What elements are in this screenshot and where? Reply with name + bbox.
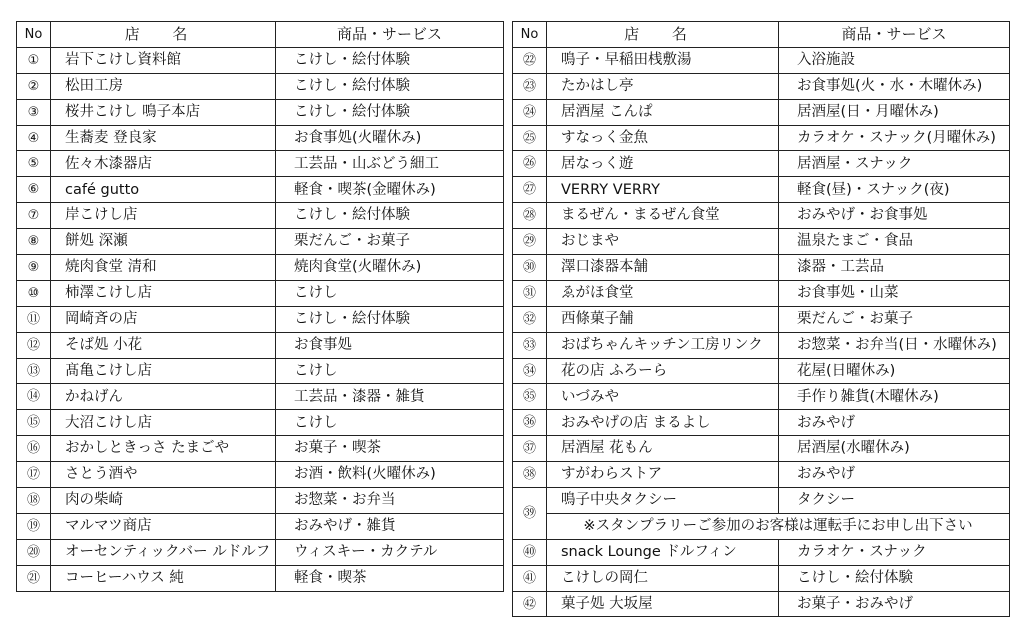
table-note-row [513,513,1010,539]
table-row [17,203,504,229]
shop-name: 岡崎斉の店 [51,306,276,332]
service: カラオケ・スナック [779,539,1010,565]
service: 焼肉食堂(火曜休み) [276,255,504,281]
service: ウィスキー・カクテル [276,539,504,565]
table-row [17,125,504,151]
service: こけし・絵付体験 [276,99,504,125]
service: こけし・絵付体験 [779,565,1010,591]
table-row [513,384,1010,410]
row-number: ㉗ [513,177,547,203]
row-number: ① [17,47,51,73]
row-number: ㉝ [513,332,547,358]
shop-name: 松田工房 [51,73,276,99]
shop-name: たかはし亭 [547,73,779,99]
row-number: ⑤ [17,151,51,177]
table-row [17,462,504,488]
shop-name: 佐々木漆器店 [51,151,276,177]
shop-name: snack Lounge ドルフィン [547,539,779,565]
service: お惣菜・お弁当(日・水曜休み) [779,332,1010,358]
row-number: ㉞ [513,358,547,384]
shop-name: VERRY VERRY [547,177,779,203]
service: 手作り雑貨(木曜休み) [779,384,1010,410]
service: 栗だんご・お菓子 [276,229,504,255]
table-row [17,513,504,539]
shop-name: 鳴子・早稲田桟敷湯 [547,47,779,73]
row-number: ㉖ [513,151,547,177]
table-row [17,306,504,332]
shop-name: 西條菓子舗 [547,306,779,332]
shop-name: すなっく金魚 [547,125,779,151]
service: カラオケ・スナック(月曜休み) [779,125,1010,151]
shop-name: 桜井こけし 鳴子本店 [51,99,276,125]
header-shop-name: 店 名 [547,22,779,48]
header-no: No [513,22,547,48]
service: タクシー [779,488,1010,514]
service: おみやげ・お食事処 [779,203,1010,229]
shop-name: かねげん [51,384,276,410]
row-number: ③ [17,99,51,125]
row-number: ⑥ [17,177,51,203]
service: お酒・飲料(火曜休み) [276,462,504,488]
row-number: ㉚ [513,255,547,281]
table-row [513,306,1010,332]
shop-name: 焼肉食堂 清和 [51,255,276,281]
row-number: ㉙ [513,229,547,255]
service: 軽食・喫茶(金曜休み) [276,177,504,203]
row-number: ㉔ [513,99,547,125]
table-row [17,47,504,73]
shop-name: 大沼こけし店 [51,410,276,436]
service: おみやげ [779,410,1010,436]
shop-name: 澤口漆器本舗 [547,255,779,281]
row-number: ⑱ [17,488,51,514]
table-row [513,255,1010,281]
header-service: 商品・サービス [779,22,1010,48]
row-number: ⑲ [17,513,51,539]
shop-name: すがわらストア [547,462,779,488]
table-row [17,539,504,565]
shop-name: そば処 小花 [51,332,276,358]
service: こけし [276,358,504,384]
row-number: ㉛ [513,280,547,306]
table-row [17,73,504,99]
table-row [513,436,1010,462]
row-number: ⑬ [17,358,51,384]
service: 入浴施設 [779,47,1010,73]
shop-name: 餅処 深瀬 [51,229,276,255]
shop-table-right [512,21,1010,617]
shop-name: 岩下こけし資料館 [51,47,276,73]
row-number: ㊲ [513,436,547,462]
service: お惣菜・お弁当 [276,488,504,514]
table-row [513,462,1010,488]
service: おみやげ・雑貨 [276,513,504,539]
row-number: ㉓ [513,73,547,99]
table-row [17,384,504,410]
table-row [17,358,504,384]
row-number: ㉑ [17,565,51,591]
table-row [17,488,504,514]
service: こけし・絵付体験 [276,306,504,332]
row-number: ㉘ [513,203,547,229]
table-row [17,255,504,281]
table-row [513,177,1010,203]
shop-name: おかしときっさ たまごや [51,436,276,462]
table-row [513,358,1010,384]
table-row [513,203,1010,229]
service: こけし・絵付体験 [276,47,504,73]
shop-name: 居酒屋 花もん [547,436,779,462]
shop-name: 岸こけし店 [51,203,276,229]
shop-name: 髙亀こけし店 [51,358,276,384]
shop-name: 花の店 ふろーら [547,358,779,384]
table-row [17,177,504,203]
service: お菓子・喫茶 [276,436,504,462]
service: 栗だんご・お菓子 [779,306,1010,332]
service: 温泉たまご・食品 [779,229,1010,255]
service: 工芸品・山ぶどう細工 [276,151,504,177]
header-shop-name: 店 名 [51,22,276,48]
row-number: ㊷ [513,591,547,617]
row-number: ⑨ [17,255,51,281]
service: 居酒屋・スナック [779,151,1010,177]
shop-name: おじまや [547,229,779,255]
shop-name: おみやげの店 まるよし [547,410,779,436]
table-row [513,125,1010,151]
row-number: ② [17,73,51,99]
shop-name: さとう酒や [51,462,276,488]
row-number: ㉜ [513,306,547,332]
row-number: ㊵ [513,539,547,565]
table-row [513,73,1010,99]
table-row [17,280,504,306]
row-number: ㊳ [513,462,547,488]
service: こけし・絵付体験 [276,73,504,99]
table-row [513,565,1010,591]
table-row [17,410,504,436]
service: おみやげ [779,462,1010,488]
service: お食事処 [276,332,504,358]
row-number: ㉒ [513,47,547,73]
table-row [513,99,1010,125]
shop-name: 居なっく遊 [547,151,779,177]
table-row [513,332,1010,358]
table-row [17,332,504,358]
row-number: ㊶ [513,565,547,591]
shop-name: マルマツ商店 [51,513,276,539]
service: こけし [276,410,504,436]
shop-table-left [16,21,504,592]
service: 居酒屋(水曜休み) [779,436,1010,462]
row-number: ⑳ [17,539,51,565]
service: こけし [276,280,504,306]
table-row [17,565,504,591]
table-row [513,591,1010,617]
shop-name: おばちゃんキッチン工房リンク [547,332,779,358]
shop-name: café gutto [51,177,276,203]
shop-name: 柿澤こけし店 [51,280,276,306]
row-number: ⑰ [17,462,51,488]
shop-name: ゑがほ食堂 [547,280,779,306]
service: 軽食・喫茶 [276,565,504,591]
table-row [17,436,504,462]
header-service: 商品・サービス [276,22,504,48]
table-header-row [17,22,504,48]
row-number: ⑪ [17,306,51,332]
row-number: ④ [17,125,51,151]
shop-name: 菓子処 大坂屋 [547,591,779,617]
service: お菓子・おみやげ [779,591,1010,617]
table-row [17,151,504,177]
table-row [513,229,1010,255]
table-header-row [513,22,1010,48]
stamp-rally-note: ※スタンプラリーご参加のお客様は運転手にお申し出下さい [547,513,1010,539]
service: 工芸品・漆器・雑貨 [276,384,504,410]
shop-name: こけしの岡仁 [547,565,779,591]
table-row [513,47,1010,73]
shop-name: 居酒屋 こんぱ [547,99,779,125]
row-number: ㉟ [513,384,547,410]
shop-name: 肉の柴崎 [51,488,276,514]
table-row [513,280,1010,306]
row-number: ⑫ [17,332,51,358]
header-no: No [17,22,51,48]
table-row [17,229,504,255]
row-number: ⑩ [17,280,51,306]
service: 漆器・工芸品 [779,255,1010,281]
shop-name: 生蕎麦 登良家 [51,125,276,151]
table-row [513,539,1010,565]
service: お食事処(火曜休み) [276,125,504,151]
row-number: ⑯ [17,436,51,462]
shop-name: コーヒーハウス 純 [51,565,276,591]
row-number: ㊴ [513,488,547,540]
shop-name: 鳴子中央タクシー [547,488,779,514]
row-number: ⑦ [17,203,51,229]
service: お食事処(火・水・木曜休み) [779,73,1010,99]
shop-name: まるぜん・まるぜん食堂 [547,203,779,229]
service: こけし・絵付体験 [276,203,504,229]
row-number: ㉕ [513,125,547,151]
row-number: ⑭ [17,384,51,410]
table-row [513,410,1010,436]
service: 軽食(昼)・スナック(夜) [779,177,1010,203]
service: 居酒屋(日・月曜休み) [779,99,1010,125]
service: 花屋(日曜休み) [779,358,1010,384]
table-row [17,99,504,125]
table-row [513,151,1010,177]
table-row [513,488,1010,514]
row-number: ⑮ [17,410,51,436]
shop-name: いづみや [547,384,779,410]
service: お食事処・山菜 [779,280,1010,306]
row-number: ㊱ [513,410,547,436]
row-number: ⑧ [17,229,51,255]
shop-name: オーセンティックバー ルドルフ [51,539,276,565]
